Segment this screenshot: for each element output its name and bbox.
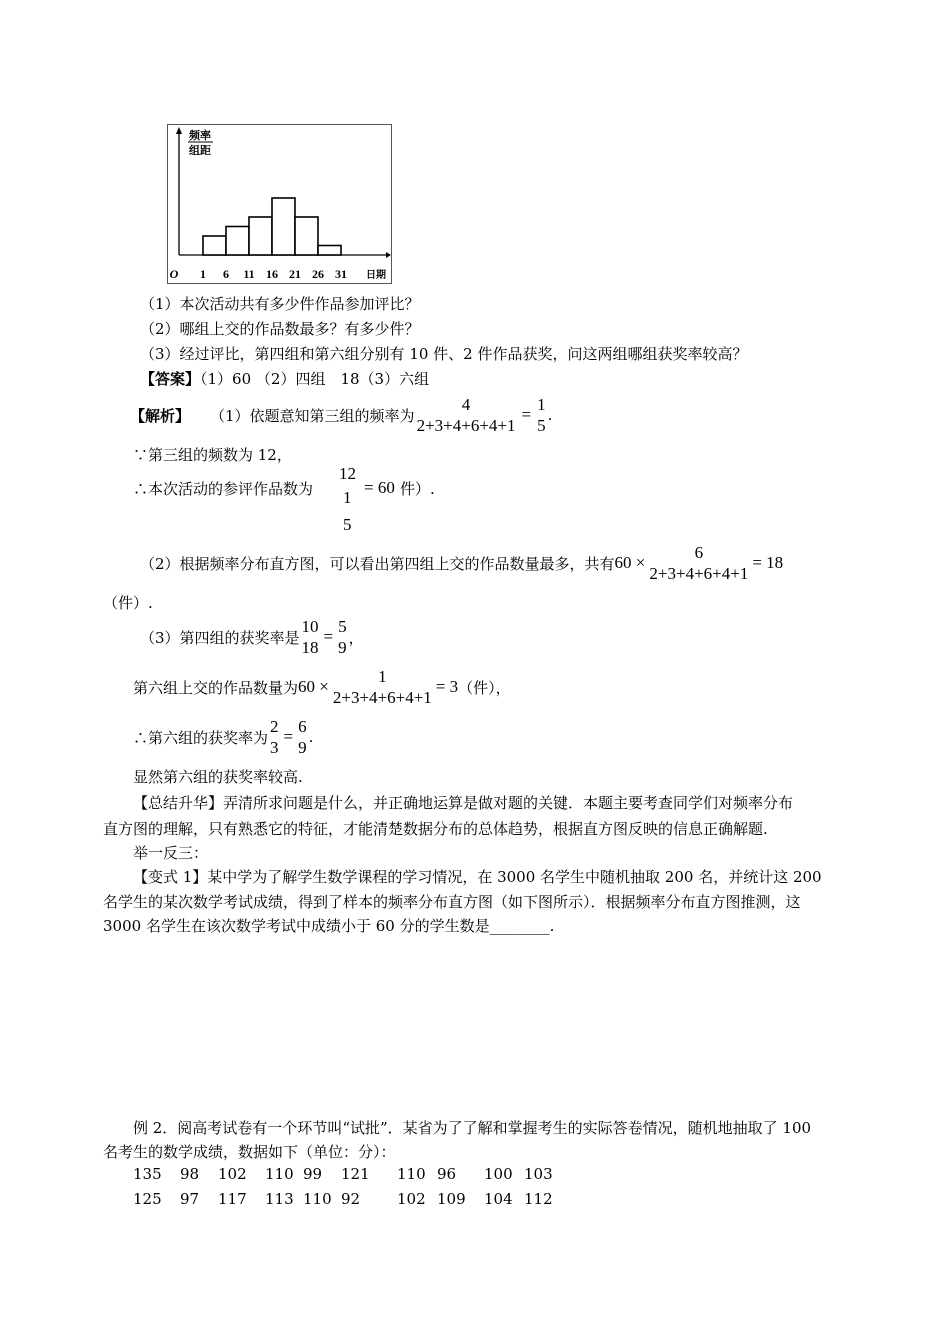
example2-line-2: 名考生的数学成绩，数据如下（单位：分）： [103,1143,396,1161]
score-cell: 102 [218,1165,247,1183]
x-tick-label: 21 [289,267,301,281]
score-cell: 100 [484,1165,513,1183]
y-label-top: 频率 [189,129,211,142]
score-cell: 102 [397,1190,426,1208]
fraction-den: 2+3+4+6+4+1 [332,688,432,707]
fraction [647,542,750,585]
fraction-num: 4 [461,394,471,414]
analysis-line-2: ∵第三组的频数为 12， [133,446,292,464]
l4-eq: = 18 [752,553,784,572]
fraction-den: 2+3+4+6+4+1 [416,416,516,435]
fraction-den: 3 [270,738,279,757]
fraction-num: 6 [694,542,704,562]
y-axis-arrow [176,127,182,134]
fraction [268,716,281,759]
fraction-den: 9 [298,738,307,757]
analysis-l6-text: 第六组上交的作品数量为 [133,678,299,697]
score-cell: 110 [397,1165,426,1183]
analysis-line-5 [140,612,364,662]
analysis-line-3-text: ∴本次活动的参评作品数为 [133,480,314,498]
score-cell: 98 [180,1165,200,1183]
score-cell: 121 [341,1165,370,1183]
histogram-bar [249,217,272,255]
analysis-line-6 [133,662,511,712]
x-tick-label: 11 [243,267,255,281]
fraction [300,616,321,659]
analysis-l4-text: （2）根据频率分布直方图，可以看出第四组上交的作品数量最多，共有 [140,554,615,573]
score-cell: 92 [341,1190,361,1208]
score-cell: 97 [180,1190,200,1208]
score-cell: 110 [303,1190,332,1208]
question-3: （3）经过评比，第四组和第六组分别有 10 件、2 件作品获奖，问这两组哪组获奖率较高？ [140,345,748,363]
histogram-chart [168,125,391,283]
score-cell: 112 [524,1190,553,1208]
score-cell: 113 [265,1190,294,1208]
histogram-figure [167,124,392,284]
summary-line-1: 【总结升华】弄清所求问题是什么，并正确地运算是做对题的关键．本题主要考查同学们对频率分布 [133,794,794,812]
score-cell: 109 [437,1190,466,1208]
fraction-num: 10 [301,616,319,636]
score-cell: 135 [133,1165,162,1183]
analysis-line-4 [140,538,783,588]
analysis-line-8: 显然第六组的获奖率较高. [133,768,303,786]
x-tick-label: 6 [223,267,229,281]
score-cell: 125 [133,1190,162,1208]
x-tick-label: 26 [312,267,324,281]
l3-num: 12 [339,464,356,483]
l6-eq: = 3 [435,677,459,696]
fraction-den: 9 [338,638,347,657]
fraction-den: 5 [537,416,546,435]
l6-pre: 60 × [298,677,329,696]
equals: = [283,727,294,746]
score-cell: 103 [524,1165,553,1183]
question-1: （1）本次活动共有多少件作品参加评比？ [140,295,420,313]
equals: = [521,405,532,424]
x-axis-arrow [386,252,391,258]
practice-heading: 举一反三： [133,844,209,862]
l3-end: 件）. [400,480,435,498]
practice-line-3: 3000 名学生在该次数学考试中成绩小于 60 分的学生数是________. [103,917,555,935]
equals: = [323,627,334,646]
fraction-num: 2 [270,716,279,736]
fraction-den: 2+3+4+6+4+1 [649,564,749,583]
x-axis-label: 日期 [366,270,386,281]
summary-line-2: 直方图的理解，只有熟悉它的特征，才能清楚数据分布的总体趋势，根据直方图反映的信息正确解题. [103,820,768,838]
comma: ， [348,628,364,647]
analysis-label: 【解析】 [130,406,191,425]
score-cell: 99 [303,1165,323,1183]
histogram-bar [295,217,318,255]
l3-den-1: 1 [343,488,352,507]
analysis-line-1 [130,390,552,440]
fraction-num: 1 [537,394,546,414]
answer-line [140,368,429,389]
practice-line-1: 【变式 1】某中学为了解学生数学课程的学习情况，在 3000 名学生中随机抽取 200 名，并统计这 200 [133,868,822,886]
score-cell: 104 [484,1190,513,1208]
score-cell: 117 [218,1190,247,1208]
l4-pre: 60 × [614,553,646,572]
data-row-1 [133,1165,564,1183]
analysis-l5-text: （3）第四组的获奖率是 [140,628,300,647]
period: . [547,406,553,424]
practice-line-2: 名学生的某次数学考试成绩，得到了样本的频率分布直方图（如下图所示）．根据频率分布直方图推测，这 [103,893,801,911]
x-tick-label: O [169,267,179,281]
period: . [308,728,314,746]
histogram-bar [226,227,249,256]
score-cell: 110 [265,1165,294,1183]
fraction-num: 6 [298,716,307,736]
fraction-den: 18 [301,638,319,657]
question-2: （2）哪组上交的作品数最多？有多少件？ [140,320,420,338]
x-tick-label: 16 [266,267,278,281]
l4-unit: （件）. [103,594,153,612]
score-cell: 96 [437,1165,457,1183]
y-label-bottom: 组距 [189,144,211,157]
histogram-bar [203,236,226,255]
fraction [296,716,309,759]
x-tick-label: 1 [200,267,206,281]
x-tick-label: 31 [335,267,347,281]
fraction [331,666,434,709]
fraction [415,394,518,437]
answer-label: 【答案】 [140,370,201,388]
data-row-2 [133,1190,564,1208]
l6-end: （件）， [458,678,511,697]
analysis-l7-text: ∴第六组的获奖率为 [133,728,269,747]
histogram-bar [318,246,341,256]
fraction [336,616,349,659]
fraction-num: 1 [378,666,387,686]
example2-line-1: 例 2．阅高考试卷有一个环节叫“试批”．某省为了了解和掌握考生的实际答卷情况，随机地抽取了 100 [133,1119,812,1137]
answer-text: （1）60 （2）四组 18（3）六组 [200,370,430,388]
fraction [535,394,548,437]
l3-den-2: 5 [343,515,352,534]
histogram-bar [272,198,295,255]
l3-eq: = 60 [364,478,395,497]
analysis-l1-text: （1）依题意知第三组的频率为 [210,406,415,425]
fraction-num: 5 [338,616,347,636]
analysis-line-7 [133,713,313,761]
